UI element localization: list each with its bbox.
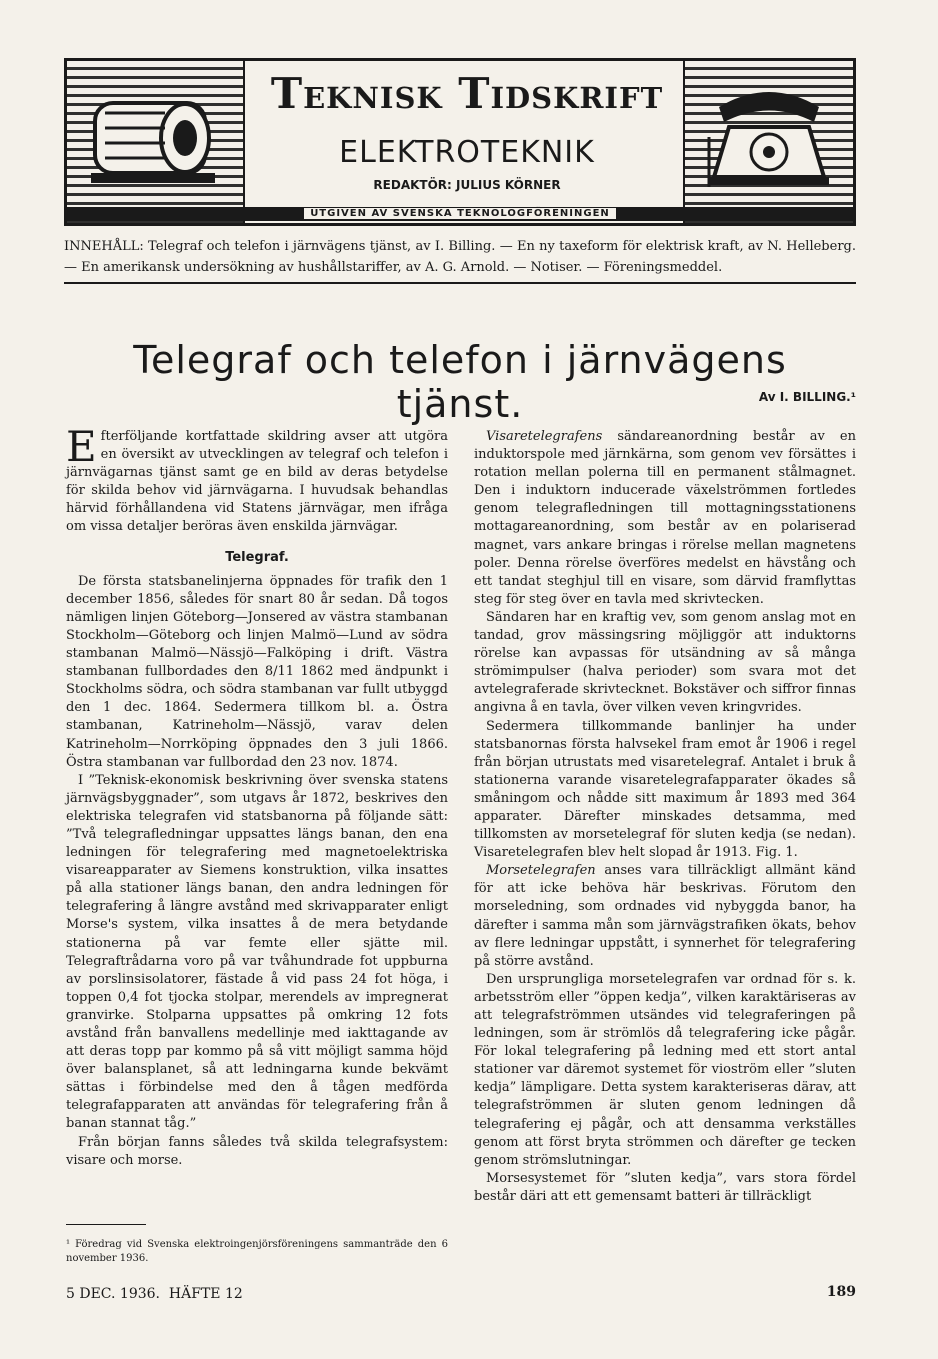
page-number: 189 xyxy=(826,1284,856,1300)
body-paragraph: I ”Teknisk-ekonomisk beskrivning över svenska statens järnvägsbyggnader”, som utgavs år 1872, beskrives den elektriska telegrafen vid statsbanorna på följande sätt: ”Två telegrafledningar uppsattes längs banan, den ena ledningen för telegrafering med magnetoelektriska visareapparater av Siemens konstruktion, vilka insattes på alla stationer längs banan, den andra ledningen för telegrafering å längre avstånd med skrivapparater enligt Morse's system, vilka insattes å de mera betydande stationerna på var femte eller sjätte mil. Telegraftrådarna voro på var tvåhundrade fot uppburna av porslinsisolatorer, fästade å vid pass 24 fot höga, i toppen 0,4 fot tjocka stolpar, merendels av impregnerat granvirke. Stolparna uppsattes på omkring 12 fots avstånd från banvallens medellinje med iakttagande av att deras topp par kommo på så vitt möjligt samma höjd över balansplanet, så att ledningarna kunde bekvämt sättas i förbindelse med den å tågen medförda telegrafapparaten att användas för telegrafering från å banan stannat tåg.” xyxy=(66,772,448,1132)
footnote-divider xyxy=(66,1224,146,1225)
body-paragraph: De första statsbanelinjerna öppnades för trafik den 1 december 1856, således för snart 80 år sedan. Då togos nämligen linjen Göteborg—Jonsered av västra stambanan Stockholm—Göteborg och linjen Malmö—Lund av södra stambanan Malmö—Nässjö—Falköping i drift. Västra stambanan fullbordades den 8/11 1862 med ändpunkt i Stockholms södra, och södra stambanan var fullt utbyggd den 1 dec. 1864. Sedermera tillkom bl. a. Östra stambanan, Katrineholm—Nässjö, varav delen Katrineholm—Norrköping öppnades den 3 juli 1866. Östra stambanan var fullbordad den 23 nov. 1874. xyxy=(66,573,448,770)
masthead xyxy=(64,58,856,226)
contents-divider xyxy=(64,282,856,284)
body-paragraph: Den ursprungliga morsetelegrafen var ordnad för s. k. arbetsström eller ”öppen kedja”, vilken karaktäriseras av att telegrafströmmen utsändes vid telegraferingen på ledningen, som är strömlös då telegrafering icke pågår. För lokal telegrafering på ledning med ett stort antal stationer var däremot systemet för vioström eller ”sluten kedja” lämpligare. Detta system karakteriseras därav, att telegrafströmmen är sluten genom ledningen då telegrafering ej pågår, och att densamma verkställes genom att först bryta strömmen och därefter ge tecken genom strömslutningar. xyxy=(474,971,856,1168)
journal-title: Teknisk Tidskrift xyxy=(270,69,664,118)
body-paragraph: Från början fanns således två skilda telegrafsystem: visare och morse. xyxy=(66,1134,448,1168)
publisher-banner: UTGIVEN AV SVENSKA TEKNOLOGFÖRENINGEN xyxy=(67,207,853,221)
body-paragraph: Morsetelegrafen anses vara tillräckligt allmänt känd för att icke behöva här beskrivas. Förutom den morseledning, som ordnades vid nybyggda banor, ha därefter i samma mån som järnvägstrafiken ökats, behov av flere ledningar uppstått, i synnerhet för telegrafering på större avstånd. xyxy=(474,863,856,969)
intro-paragraph: Efterföljande kortfattade skildring avser att utgöra en översikt av utvecklingen av telegraf och telefon i järnvägarnas tjänst samt ge en bild av deras betydelse för skilda behov vid järnvägarna. I huvudsak behandlas härvid förhållandena vid Statens järnvägar, men ifråga om vissa detaljer beröras även enskilda järnvägar. xyxy=(66,422,448,535)
left-column xyxy=(66,422,448,1170)
journal-section: ELEKTROTEKNIK xyxy=(339,135,595,170)
footer-issue-number: HÄFTE 12 xyxy=(168,1286,243,1302)
section-heading: Telegraf. xyxy=(225,549,289,565)
article-author: Av I. BILLING.¹ xyxy=(758,390,856,404)
article-title: Telegraf och telefon i järnvägens tjänst. xyxy=(133,338,787,426)
journal-editor: REDAKTÖR: JULIUS KÖRNER xyxy=(373,178,561,192)
masthead-right-panel xyxy=(683,61,853,223)
body-paragraph: Sändaren har en kraftig vev, som genom anslag mot en tandad, grov mässingsring möjliggör att induktorns rörelse kan avpassas för utsändning av så många strömimpulser (halva perioder) som svara mot det avtelegraferade skrivtecknet. Bokstäver och siffror finnas angivna å en tavla, över vilken veven kringvrides. xyxy=(474,609,856,716)
body-paragraph: Visaretelegrafens sändareanordning består av en induktorspole med järnkärna, som genom vev försättes i rotation mellan polerna till en permanent stålmagnet. Den i induktorn inducerade växelströmmen fortledes genom telegrafledningen till mottagningsstationens mottagareanordning, som består av en polariserad magnet, vars ankare bringas i rörelse mellan magnetens poler. Denna rörelse överföres medelst en hävstång och ett tandat steghjul till en visare, som därvid framflyttas steg för steg över en tavla med skrivtecken. xyxy=(474,429,856,607)
telephone-icon xyxy=(699,77,839,197)
footer-date: 5 DEC. 1936. xyxy=(66,1286,160,1302)
footnote: ¹ Föredrag vid Svenska elektroingenjörsföreningens sammanträde den 6 november 1936. xyxy=(66,1239,448,1264)
body-paragraph: Morsesystemet för ”sluten kedja”, vars stora fördel består däri att ett gemensamt batteri är tillräckligt xyxy=(474,1170,856,1204)
table-of-contents xyxy=(64,236,856,278)
footer-issue xyxy=(66,1286,243,1302)
right-column xyxy=(474,428,856,1206)
electric-motor-icon xyxy=(85,83,225,193)
masthead-left-panel xyxy=(67,61,245,223)
contents-label: INNEHÅLL: xyxy=(64,239,144,254)
contents-text: Telegraf och telefon i järnvägens tjänst, av I. Billing. — En ny taxeform för elektrisk kraft, av N. Helleberg. — En amerikansk undersökning av hushållstariffer, av A. G. Arnold. — Notiser. — Föreningsmeddel. xyxy=(64,239,856,275)
drop-cap: E xyxy=(66,422,97,471)
body-paragraph: Sedermera tillkommande banlinjer ha under statsbanornas första halvsekel fram emot år 1906 i regel från början utrustats med visaretelegraf. Antalet i bruk å stationerna varande visaretelegrafapparater ökades så småningom och nådde sitt maximum år 1893 med 364 apparater. Därefter minskades detsamma, med tillkomsten av morsetelegraf för sluten kedja (se nedan). Visaretelegrafen blev helt slopad år 1913. Fig. 1. xyxy=(474,718,856,861)
